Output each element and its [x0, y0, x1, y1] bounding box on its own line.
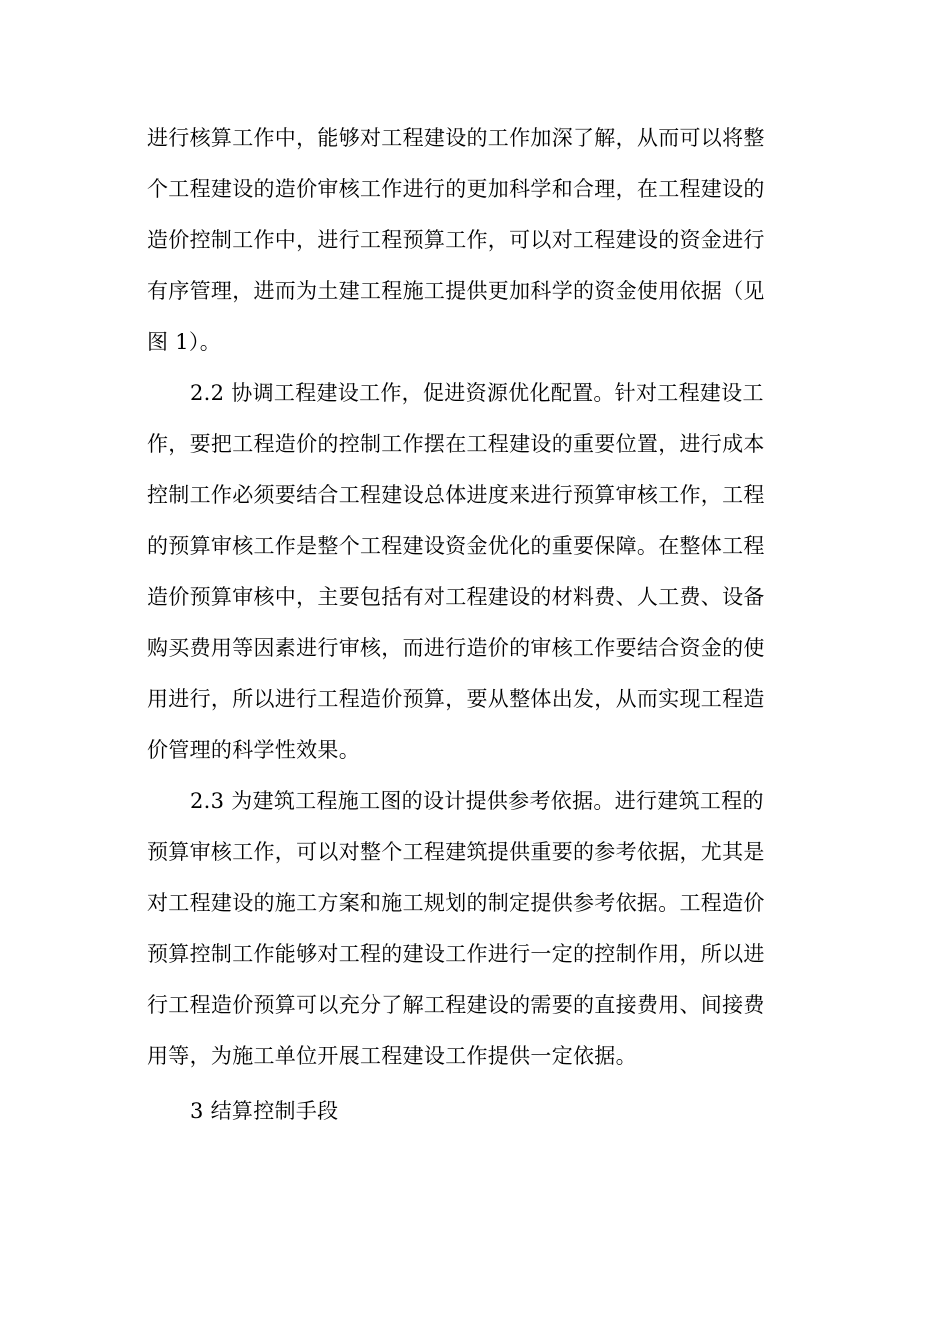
paragraph-2-line-8: 价管理的科学性效果。	[147, 738, 360, 762]
paragraph-1-line-1: 进行核算工作中，能够对工程建设的工作加深了解，从而可以将整	[147, 126, 765, 150]
paragraph-2-line-6: 购买费用等因素进行审核，而进行造价的审核工作要结合资金的使	[147, 636, 765, 660]
paragraph-2-line-5: 造价预算审核中，主要包括有对工程建设的材料费、人工费、设备	[147, 585, 765, 609]
paragraph-1-line-3: 造价控制工作中，进行工程预算工作，可以对工程建设的资金进行	[147, 228, 765, 252]
section-2-2-heading-line: 2.2 协调工程建设工作，促进资源优化配置。针对工程建设工	[190, 381, 764, 405]
paragraph-3-line-2: 预算审核工作，可以对整个工程建筑提供重要的参考依据，尤其是	[147, 840, 765, 864]
paragraph-1-line-4: 有序管理，进而为土建工程施工提供更加科学的资金使用依据（见	[147, 279, 765, 303]
section-3-heading: 3 结算控制手段	[190, 1099, 339, 1123]
section-2-3-heading-line: 2.3 为建筑工程施工图的设计提供参考依据。进行建筑工程的	[190, 789, 764, 813]
paragraph-1-line-2: 个工程建设的造价审核工作进行的更加科学和合理，在工程建设的	[147, 177, 765, 201]
paragraph-3-line-5: 行工程造价预算可以充分了解工程建设的需要的直接费用、间接费	[147, 993, 765, 1017]
paragraph-3-line-6: 用等，为施工单位开展工程建设工作提供一定依据。	[147, 1044, 637, 1068]
paragraph-3-line-3: 对工程建设的施工方案和施工规划的制定提供参考依据。工程造价	[147, 891, 765, 915]
paragraph-1-line-5: 图 1）。	[147, 330, 222, 354]
paragraph-2-line-3: 控制工作必须要结合工程建设总体进度来进行预算审核工作，工程	[147, 483, 765, 507]
paragraph-2-line-7: 用进行，所以进行工程造价预算，要从整体出发，从而实现工程造	[147, 687, 765, 711]
paragraph-3-line-4: 预算控制工作能够对工程的建设工作进行一定的控制作用，所以进	[147, 942, 765, 966]
paragraph-2-line-4: 的预算审核工作是整个工程建设资金优化的重要保障。在整体工程	[147, 534, 765, 558]
paragraph-2-line-2: 作，要把工程造价的控制工作摆在工程建设的重要位置，进行成本	[147, 432, 765, 456]
